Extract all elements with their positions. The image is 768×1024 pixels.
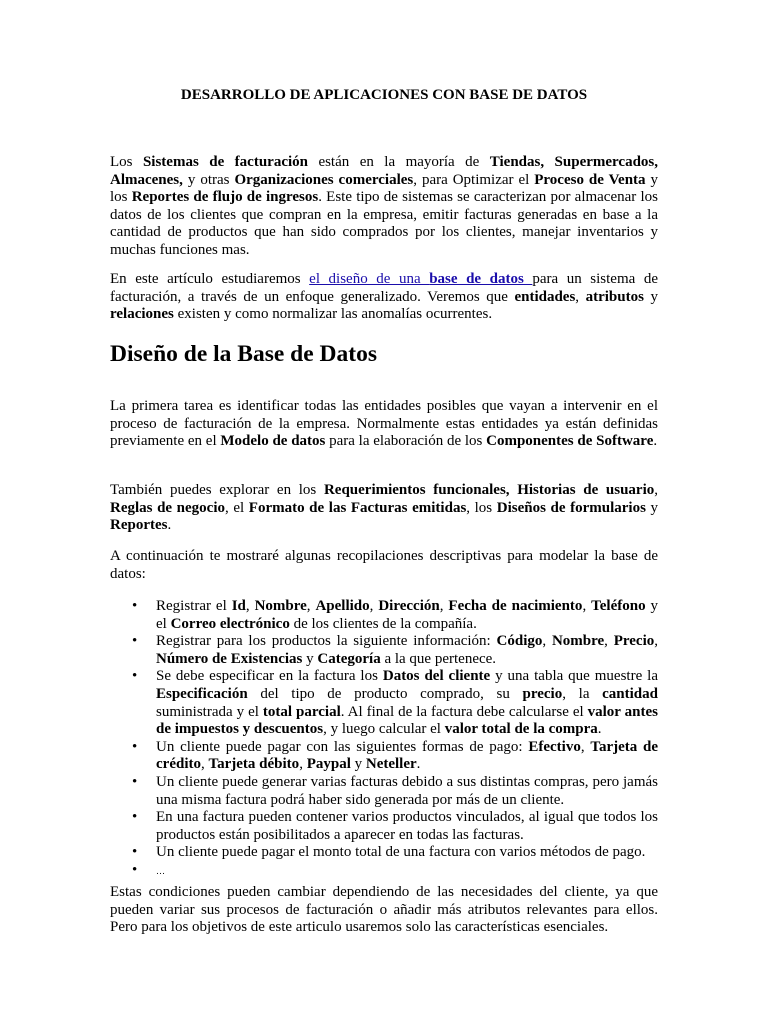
article-bold: relaciones [110, 306, 174, 323]
explore-bold: Requerimientos funcionales, Historias de usuario [323, 482, 655, 498]
intro-text: y los [110, 171, 658, 206]
article-text: En este artículo estudiaremos [110, 271, 310, 287]
article-paragraph [110, 271, 658, 324]
list-bold: valor antes de impuestos y descuentos [156, 703, 658, 738]
list-text: , [542, 633, 552, 650]
list-bold: valor total de la compra [444, 721, 598, 738]
list-text: , [200, 756, 209, 773]
list-bold: Nombre [551, 633, 605, 650]
list-item [110, 809, 658, 844]
intro-text: . Este tipo de sistemas se caracterizan por almacenar los datos de los clientes que compran en la empresa, emitir facturas generadas en base a la cantidad de productos que han sido comprados por los clientes, manejar inventarios y muchas funciones mas. [110, 189, 658, 258]
bullet-marker: • [132, 598, 138, 614]
list-item [110, 862, 658, 881]
list-text: , [580, 738, 591, 755]
continuation-paragraph: A continuación te mostraré algunas recopilaciones descriptivas para modelar la base de datos: [110, 548, 658, 582]
list-bold: Apellido [315, 598, 370, 614]
list-text: , la [562, 685, 603, 702]
list-bold: Especificación [156, 685, 248, 702]
list-text: . [597, 721, 602, 738]
article-text: y [643, 288, 659, 305]
article-text: existen y como normalizar las anomalías ocurrentes. [173, 306, 493, 323]
explore-text: y [645, 499, 659, 516]
list-item [110, 774, 658, 809]
explore-text: . [167, 517, 172, 534]
list-text: Registrar el [156, 598, 232, 614]
explore-text: , los [466, 499, 497, 516]
list-bold: Dirección [378, 598, 440, 614]
first-task-text: para la elaboración de los [325, 433, 487, 450]
bullet-marker: • [132, 861, 138, 878]
list-bold: Id [231, 598, 246, 614]
explore-text: , el [225, 499, 249, 516]
intro-text: y otras [182, 171, 235, 188]
list-bold: Paypal [306, 756, 351, 773]
intro-bold: Reportes de flujo de ingresos [131, 189, 319, 206]
list-text: del tipo de producto comprado, su [247, 685, 523, 702]
explore-text: , [654, 482, 659, 498]
intro-bold: Tiendas, Supermercados, Almacenes, [110, 154, 659, 188]
list-bold: Fecha de nacimiento [448, 598, 583, 614]
list-item [110, 598, 658, 633]
explore-bold: Diseños de formularios [496, 499, 646, 516]
list-bold: Precio [613, 633, 655, 650]
list-text: a la que pertenece. [380, 650, 497, 667]
explore-bold: Formato de las Facturas emitidas [248, 499, 467, 516]
list-text: , [654, 633, 659, 650]
list-text: , [369, 598, 379, 614]
list-bold: Correo electrónico [170, 615, 290, 632]
article-text: , [575, 288, 586, 305]
list-text: Un cliente puede pagar con las siguientes formas de pago: [156, 738, 529, 755]
section-heading: Diseño de la Base de Datos [110, 341, 377, 367]
list-item [110, 633, 658, 668]
article-bold: atributos [585, 288, 644, 305]
bullet-marker: • [132, 773, 138, 790]
design-link-bold: base de datos [429, 271, 533, 287]
list-bold: precio [522, 685, 563, 702]
first-task-text: . [653, 433, 658, 450]
intro-bold: Sistemas de facturación [142, 154, 308, 170]
explore-bold: Reportes [110, 517, 168, 534]
first-task-paragraph [110, 398, 658, 451]
bullet-marker: • [132, 668, 138, 685]
list-bold: Neteller [365, 756, 417, 773]
bullet-marker: • [132, 809, 138, 826]
list-bold: cantidad [602, 685, 658, 702]
list-item [110, 668, 658, 738]
list-bold: Datos del cliente [382, 668, 491, 685]
first-task-text: La primera tarea es identificar todas las entidades posibles que vayan a intervenir en el proceso de facturación de la empresa. Normalmente estas entidades ya están definidas previamente en el [110, 398, 658, 450]
bullet-marker: • [132, 844, 138, 861]
list-bold: Código [496, 633, 543, 650]
bullet-marker: • [132, 633, 138, 650]
requirements-list [110, 598, 658, 881]
list-text: , [439, 598, 449, 614]
list-text: , y luego calcular el [323, 721, 445, 738]
first-task-bold: Modelo de datos [220, 433, 326, 450]
list-text: y una tabla que muestre la [490, 668, 658, 685]
design-link[interactable] [309, 271, 532, 287]
list-text: . Al final de la factura debe calcularse el [340, 703, 588, 720]
list-text: Un cliente puede generar varias facturas debido a sus distintas compras, pero jamás una misma factura podrá haber sido generada por más de un cliente. [156, 773, 658, 808]
list-text: y el [156, 598, 659, 632]
list-text: , [306, 598, 316, 614]
article-bold: entidades [514, 288, 576, 305]
document-title: DESARROLLO DE APLICACIONES CON BASE DE DATOS [180, 87, 588, 103]
list-bold: Teléfono [591, 598, 646, 614]
list-text: Un cliente puede pagar el monto total de una factura con varios métodos de pago. [156, 844, 646, 861]
explore-text: También puedes explorar en los [110, 482, 324, 498]
intro-text: están en la mayoría de [308, 154, 490, 170]
list-text: , [582, 598, 592, 614]
intro-text: Los [110, 154, 143, 170]
list-bold: Número de Existencias [156, 650, 303, 667]
explore-paragraph [110, 482, 658, 535]
list-text: suministrada y el [156, 703, 263, 720]
closing-paragraph: Estas condiciones pueden cambiar dependiendo de las necesidades del cliente, ya que pueden variar sus procesos de facturación o añadir más atributos relevantes para ellos. Pero para los objetivos de este articulo usaremos solo las características esenciales. [110, 884, 658, 936]
list-text: En una factura pueden contener varios productos vinculados, al igual que todos los productos están posibilitados a aparecer en todas las facturas. [156, 809, 658, 843]
list-text: de los clientes de la compañía. [289, 615, 477, 632]
list-text: , [299, 756, 307, 773]
list-bold: Efectivo [528, 738, 581, 755]
explore-bold: Reglas de negocio [110, 499, 226, 516]
list-text: . [416, 756, 421, 773]
list-bold: total parcial [262, 703, 341, 720]
intro-paragraph [110, 154, 658, 260]
list-text: , [604, 633, 614, 650]
list-item [110, 739, 658, 774]
bullet-marker: • [132, 738, 138, 755]
list-text: Se debe especificar en la factura los [156, 668, 383, 685]
list-bold: Tarjeta débito [208, 756, 300, 773]
list-text: y [350, 756, 366, 773]
intro-bold: Proceso de Venta [534, 171, 646, 188]
list-text: , [245, 598, 255, 614]
intro-text: , para Optimizar el [413, 171, 535, 188]
intro-bold: Organizaciones comerciales [234, 171, 414, 188]
list-item [110, 844, 658, 862]
list-text: y [302, 650, 318, 667]
list-text: Registrar para los productos la siguiente información: [156, 633, 497, 650]
list-bold: Categoría [317, 650, 381, 667]
list-bold: Nombre [254, 598, 307, 614]
first-task-bold: Componentes de Software [486, 433, 654, 450]
design-link-text: el diseño de una [309, 271, 430, 287]
article-text: para un sistema de facturación, a través de un enfoque generalizado. Veremos que [110, 271, 658, 305]
list-ellipsis: … [156, 865, 165, 876]
list-bold: Tarjeta de crédito [156, 738, 659, 773]
